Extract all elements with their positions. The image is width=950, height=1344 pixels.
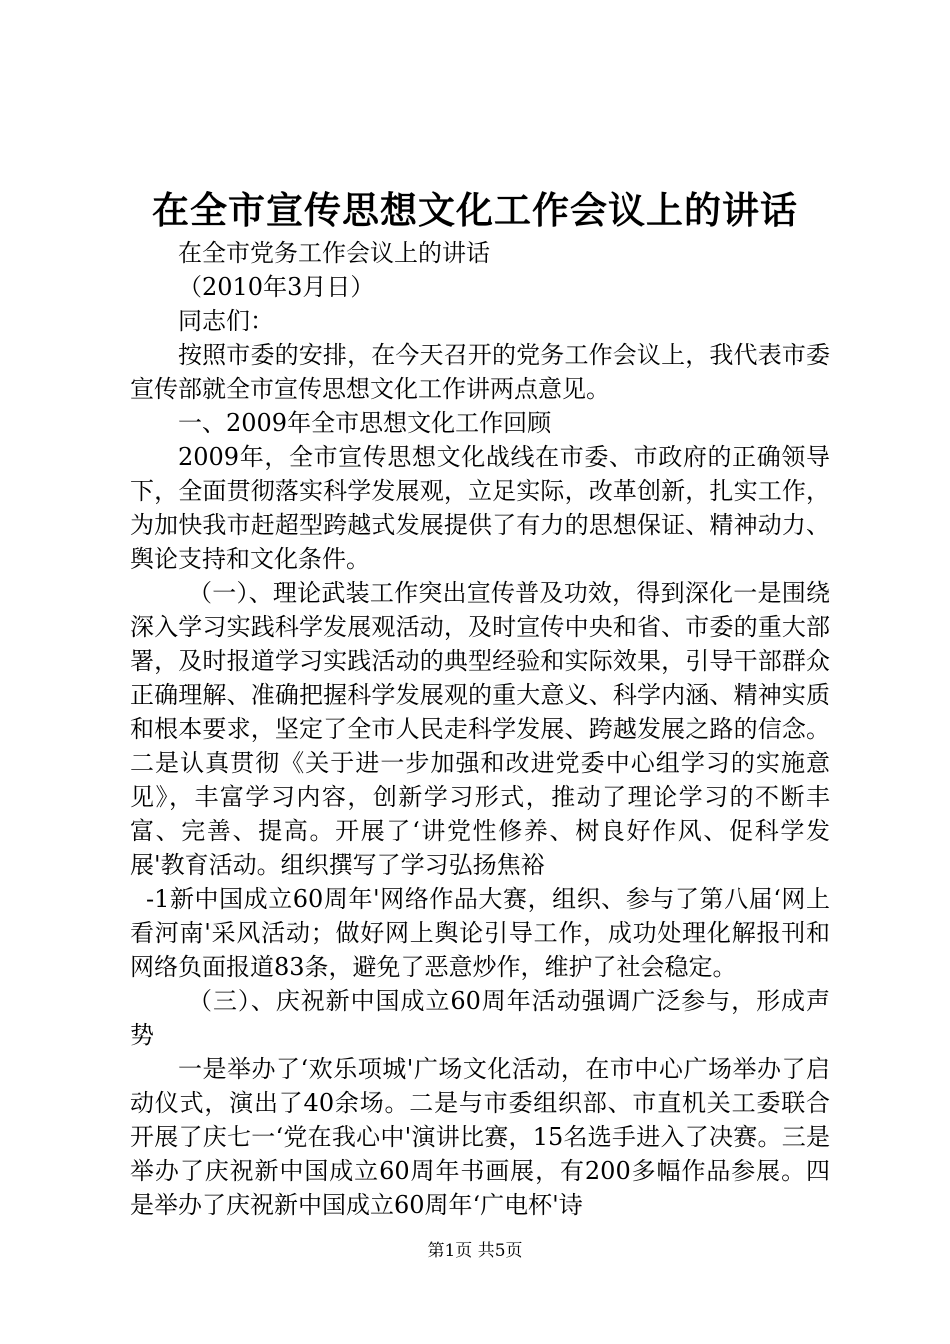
paragraph-celebrations: 一是举办了‘欢乐项城'广场文化活动，在市中心广场举办了启动仪式，演出了40余场。二是与市委组织部、市直机关工委联合开展了庆七一‘党在我心中'演讲比赛，15名选手进入了决赛。三是举办了庆祝新中国成立60周年书画展，有200多幅作品参展。四是举办了庆祝新中国成立60周年‘广电杯'诗 [130, 1055, 830, 1219]
paragraph-theory-work: （一）、理论武装工作突出宣传普及功效，得到深化一是围绕深入学习实践科学发展观活动，及时宣传中央和省、市委的重大部署，及时报道学习实践活动的典型经验和实际效果，引导干部群众正确理解、准确把握科学发展观的重大意义、科学内涵、精神实质和根本要求，坚定了全市人民走科学发展、跨越发展之路的信念。二是认真贯彻《关于进一步加强和改进党委中心组学习的实施意见》，丰富学习内容，创新学习形式，推动了理论学习的不断丰富、完善、提高。开展了‘讲党性修养、树良好作风、促科学发展'教育活动。组织撰写了学习弘扬焦裕 [130, 579, 830, 879]
speech-heading: 在全市党务工作会议上的讲话 [178, 239, 490, 267]
section-heading-1: 一、2009年全市思想文化工作回顾 [178, 409, 552, 437]
paragraph-2009-summary: 2009年，全市宣传思想文化战线在市委、市政府的正确领导下，全面贯彻落实科学发展观，立足实际，改革创新，扎实工作，为加快我市赶超型跨越式发展提供了有力的思想保证、精神动力、舆论支持和文化条件。 [130, 443, 830, 573]
salutation: 同志们： [178, 307, 274, 335]
paragraph-network-work: -1新中国成立60周年'网络作品大赛，组织、参与了第八届‘网上看河南'采风活动；做好网上舆论引导工作，成功处理化解报刊和网络负面报道83条，避免了恶意炒作，维护了社会稳定。 [130, 885, 830, 981]
page-number-footer: 第1页 共5页 [427, 1241, 523, 1261]
speech-date: （2010年3月日） [178, 273, 375, 301]
document-body [130, 236, 830, 1222]
subsection-heading-3: （三）、庆祝新中国成立60周年活动强调广泛参与，形成声势 [130, 987, 830, 1049]
document-title: 在全市宣传思想文化工作会议上的讲话 [152, 188, 798, 232]
paragraph-intro: 按照市委的安排，在今天召开的党务工作会议上，我代表市委宣传部就全市宣传思想文化工作讲两点意见。 [130, 341, 830, 403]
